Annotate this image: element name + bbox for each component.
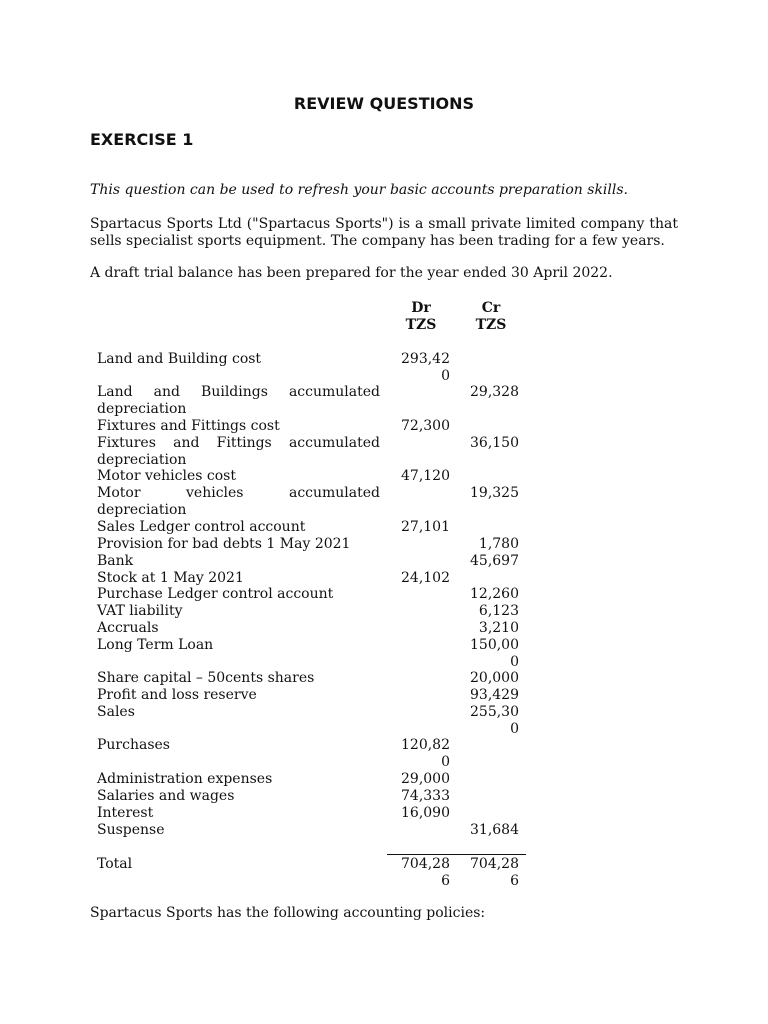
row-label: Fixtures and Fittings cost: [97, 418, 280, 434]
total-credit: 704,286: [470, 856, 519, 889]
credit-amount: 31,684: [470, 822, 519, 838]
cr-currency-header: TZS: [475, 317, 507, 333]
credit-amount: 6,123: [478, 603, 519, 619]
debit-amount: 27,101: [401, 519, 450, 535]
row-label: Motor vehicles accumulated depreciation: [97, 485, 380, 518]
total-label: Total: [97, 856, 133, 872]
debit-amount: 29,000: [401, 771, 450, 787]
credit-amount: 12,260: [470, 586, 519, 602]
intro-paragraph: Spartacus Sports Ltd ("Spartacus Sports") is a small private limited company that sells specialist sports equipment. The company has been trading for a few years.: [90, 216, 678, 249]
row-label: Motor vehicles cost: [97, 468, 236, 484]
row-label: Stock at 1 May 2021: [97, 570, 244, 586]
credit-amount: 20,000: [470, 670, 519, 686]
credit-amount: 255,300: [470, 704, 519, 737]
cr-column-header: Cr: [481, 300, 501, 316]
debit-amount: 16,090: [401, 805, 450, 821]
credit-amount: 45,697: [470, 553, 519, 569]
row-label: Purchase Ledger control account: [97, 586, 334, 602]
exercise-heading: EXERCISE 1: [90, 130, 194, 149]
row-label: Provision for bad debts 1 May 2021: [97, 536, 351, 552]
credit-amount: 1,780: [478, 536, 519, 552]
debit-amount: 24,102: [401, 570, 450, 586]
total-rule: [387, 854, 526, 855]
trial-balance-intro: A draft trial balance has been prepared for the year ended 30 April 2022.: [90, 265, 613, 281]
debit-amount: 293,420: [401, 351, 450, 384]
page-title: REVIEW QUESTIONS: [293, 94, 475, 113]
debit-amount: 120,820: [401, 737, 450, 770]
row-label: Profit and loss reserve: [97, 687, 257, 703]
row-label: Administration expenses: [97, 771, 273, 787]
credit-amount: 29,328: [470, 384, 519, 400]
debit-amount: 74,333: [401, 788, 450, 804]
row-label: Sales Ledger control account: [97, 519, 306, 535]
row-label: Sales: [97, 704, 135, 720]
row-label: Share capital – 50cents shares: [97, 670, 315, 686]
debit-amount: 47,120: [401, 468, 450, 484]
row-label: Accruals: [97, 620, 159, 636]
row-label: Land and Buildings accumulated depreciation: [97, 384, 380, 417]
credit-amount: 19,325: [470, 485, 519, 501]
credit-amount: 150,000: [470, 637, 519, 670]
policies-intro: Spartacus Sports has the following accounting policies:: [90, 905, 486, 921]
total-debit: 704,286: [401, 856, 450, 889]
credit-amount: 3,210: [478, 620, 519, 636]
row-label: VAT liability: [97, 603, 183, 619]
credit-amount: 36,150: [470, 435, 519, 451]
row-label: Purchases: [97, 737, 170, 753]
debit-amount: 72,300: [401, 418, 450, 434]
row-label: Bank: [97, 553, 134, 569]
intro-italic-text: This question can be used to refresh your basic accounts preparation skills.: [90, 182, 628, 198]
row-label: Interest: [97, 805, 154, 821]
row-label: Suspense: [97, 822, 165, 838]
row-label: Fixtures and Fittings accumulated depreciation: [97, 435, 380, 468]
dr-currency-header: TZS: [405, 317, 437, 333]
credit-amount: 93,429: [470, 687, 519, 703]
row-label: Salaries and wages: [97, 788, 235, 804]
row-label: Long Term Loan: [97, 637, 214, 653]
row-label: Land and Building cost: [97, 351, 262, 367]
dr-column-header: Dr: [411, 300, 431, 316]
